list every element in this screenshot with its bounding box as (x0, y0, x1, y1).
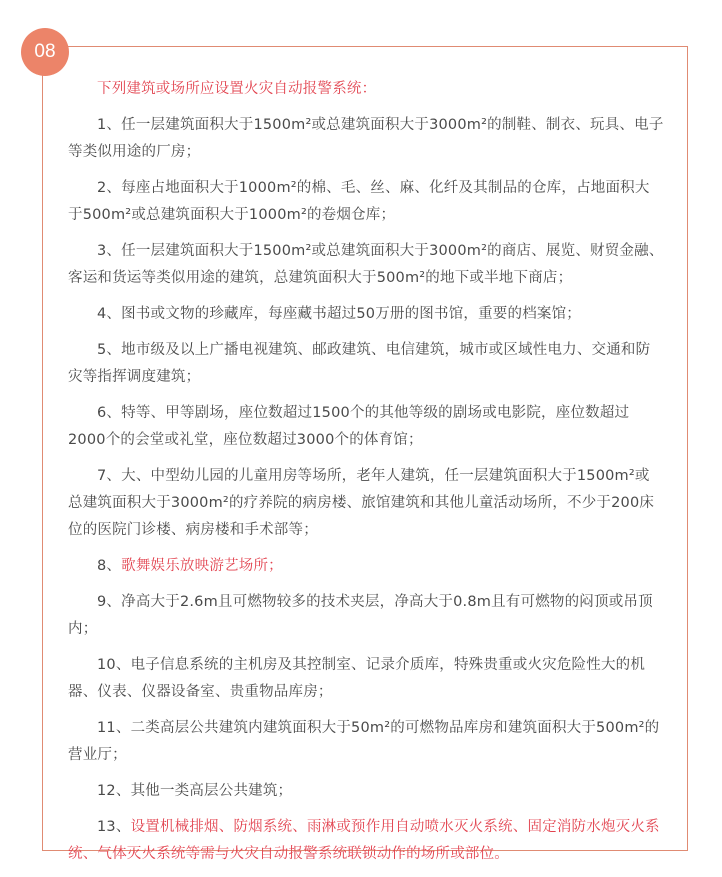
item-number: 7、 (97, 468, 122, 484)
item-number: 6、 (97, 405, 122, 421)
item-text: 地市级及以上广播电视建筑、邮政建筑、电信建筑，城市或区域性电力、交通和防灾等指挥调度建筑； (68, 342, 651, 385)
list-item (68, 553, 664, 580)
list-item (68, 238, 664, 292)
item-number: 4、 (97, 306, 122, 322)
list-item (68, 175, 664, 229)
item-number: 13、 (97, 819, 131, 835)
item-text: 二类高层公共建筑内建筑面积大于50m²的可燃物品库房和建筑面积大于500m²的营业厅； (68, 720, 660, 763)
list-item (68, 778, 664, 805)
list-item (68, 400, 664, 454)
item-number: 5、 (97, 342, 122, 358)
item-number: 10、 (97, 657, 131, 673)
item-number: 1、 (97, 117, 122, 133)
list-item (68, 715, 664, 769)
item-text: 净高大于2.6m且可燃物较多的技术夹层，净高大于0.8m且有可燃物的闷顶或吊顶内； (68, 594, 653, 637)
item-text-highlighted: 设置机械排烟、防烟系统、雨淋或预作用自动喷水灭火系统、固定消防水炮灭火系统、气体灭火系统等需与火灾自动报警系统联锁动作的场所或部位。 (68, 819, 660, 862)
item-text: 图书或文物的珍藏库，每座藏书超过50万册的图书馆，重要的档案馆； (121, 306, 581, 322)
item-text: 电子信息系统的主机房及其控制室、记录介质库，特殊贵重或火灾危险性大的机器、仪表、仪器设备室、贵重物品库房； (68, 657, 646, 700)
item-number: 11、 (97, 720, 131, 736)
list-item (68, 112, 664, 166)
section-number-badge: 08 (21, 28, 69, 76)
article-body (68, 76, 664, 877)
list-item (68, 814, 664, 868)
item-number: 9、 (97, 594, 122, 610)
list-item (68, 589, 664, 643)
item-text: 大、中型幼儿园的儿童用房等场所，老年人建筑，任一层建筑面积大于1500m²或总建筑面积大于3000m²的疗养院的病房楼、旅馆建筑和其他儿童活动场所，不少于200床位的医院门诊楼、病房楼和手术部等； (68, 468, 655, 538)
item-number: 12、 (97, 783, 131, 799)
item-text: 其他一类高层公共建筑； (130, 783, 293, 799)
item-number: 3、 (97, 243, 122, 259)
item-text: 特等、甲等剧场，座位数超过1500个的其他等级的剧场或电影院，座位数超过2000个的会堂或礼堂，座位数超过3000个的体育馆； (68, 405, 630, 448)
item-text: 每座占地面积大于1000m²的棉、毛、丝、麻、化纤及其制品的仓库，占地面积大于500m²或总建筑面积大于1000m²的卷烟仓库； (68, 180, 650, 223)
list-item (68, 301, 664, 328)
list-item (68, 652, 664, 706)
item-text: 任一层建筑面积大于1500m²或总建筑面积大于3000m²的商店、展览、财贸金融、客运和货运等类似用途的建筑，总建筑面积大于500m²的地下或半地下商店； (68, 243, 664, 286)
item-number: 2、 (97, 180, 122, 196)
item-number: 8、 (97, 558, 122, 574)
item-text: 任一层建筑面积大于1500m²或总建筑面积大于3000m²的制鞋、制衣、玩具、电子等类似用途的厂房； (68, 117, 664, 160)
list-item (68, 463, 664, 544)
section-heading: 下列建筑或场所应设置火灾自动报警系统： (97, 81, 377, 97)
list-item (68, 337, 664, 391)
item-text-highlighted: 歌舞娱乐放映游艺场所； (121, 558, 283, 574)
